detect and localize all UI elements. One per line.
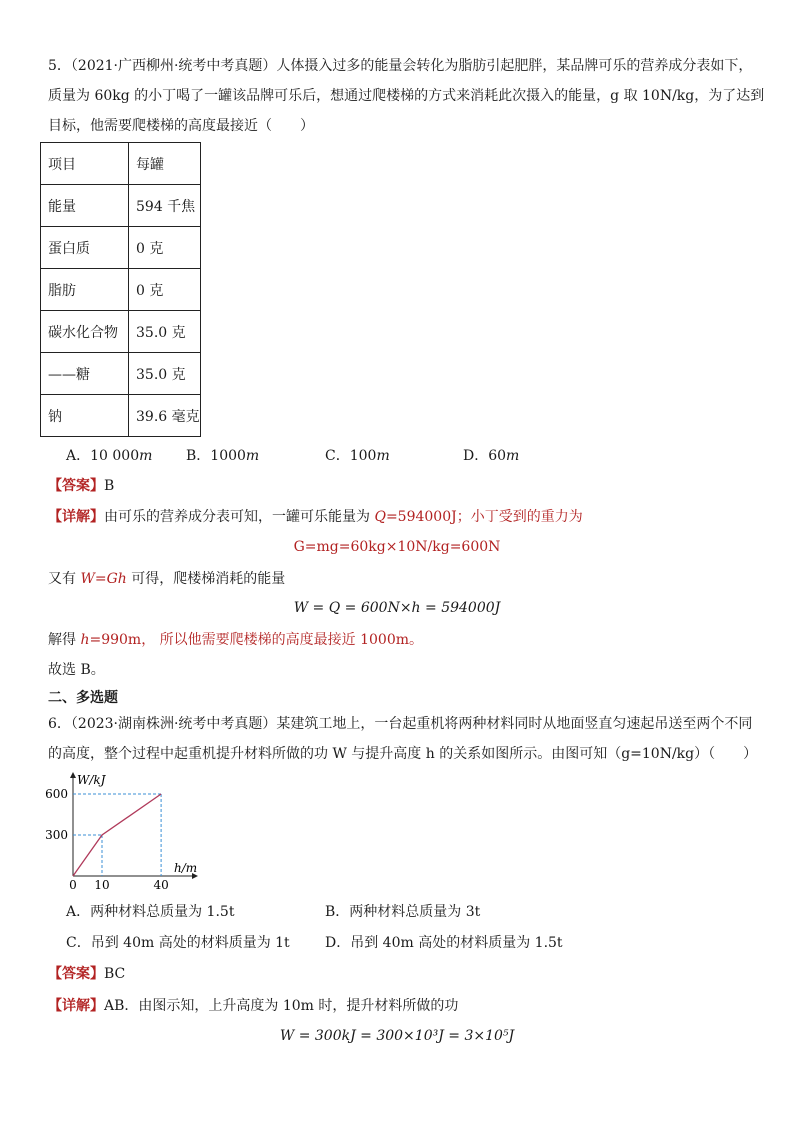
table-row <box>41 143 201 185</box>
y-tick-label: 600 <box>45 787 68 801</box>
q6-stem-line1: 6．（2023·湖南株洲·统考中考真题）某建筑工地上，一台起重机将两种材料同时从地面竖直匀速起吊送至两个不同 <box>48 716 753 732</box>
q5-stem-line1: 5．（2021·广西柳州·统考中考真题）人体摄入过多的能量会转化为脂肪引起肥胖，某品牌可乐的营养成分表如下， <box>48 58 753 74</box>
table-cell: 594 千焦 <box>129 185 201 227</box>
q5-option-b: B．1000m <box>186 448 260 464</box>
table-cell: 0 克 <box>129 269 201 311</box>
table-row <box>41 311 201 353</box>
y-axis-label: W/kJ <box>77 773 106 787</box>
q5-answer <box>48 476 114 496</box>
q6-option-d: D．吊到 40m 高处的材料质量为 1.5t <box>325 935 563 951</box>
q6-option-c: C．吊到 40m 高处的材料质量为 1t <box>66 935 290 951</box>
answer-tag: 【答案】 <box>48 966 104 982</box>
q5-detail-line1: 【详解】由可乐的营养成分表可知，一罐可乐能量为 Q=594000J；小丁受到的重力为 <box>48 509 583 525</box>
q6-option-b: B．两种材料总质量为 3t <box>325 904 481 920</box>
x-tick-label: 10 <box>94 878 110 890</box>
y-axis-arrow <box>70 772 76 778</box>
table-cell: 每罐 <box>129 143 201 185</box>
answer-value: BC <box>104 966 126 982</box>
table-cell: 35.0 克 <box>129 311 201 353</box>
table-row <box>41 353 201 395</box>
q6-detail-line1: 【详解】AB．由图示知，上升高度为 10m 时，提升材料所做的功 <box>48 998 459 1014</box>
work-height-chart <box>40 770 200 890</box>
q5-option-d: D．60m <box>463 448 520 464</box>
x-tick-label: 0 <box>69 878 77 890</box>
series-line <box>73 794 161 876</box>
table-cell: 0 克 <box>129 227 201 269</box>
q5-option-a: A．10 000m <box>66 448 153 464</box>
x-tick-label: 40 <box>153 878 169 890</box>
table-cell: 35.0 克 <box>129 353 201 395</box>
x-axis-label: h/m <box>174 861 198 875</box>
answer-value: B <box>104 478 115 494</box>
table-row <box>41 395 201 437</box>
answer-tag: 【答案】 <box>48 478 104 494</box>
table-row <box>41 227 201 269</box>
table-cell: 项目 <box>41 143 129 185</box>
table-cell: 能量 <box>41 185 129 227</box>
section-heading: 二、多选题 <box>48 690 118 706</box>
detail-tag: 【详解】 <box>48 509 104 525</box>
q5-option-c: C．100m <box>325 448 390 464</box>
q5-detail-line2: 又有 W=Gh 可得，爬楼梯消耗的能量 <box>48 571 286 587</box>
table-cell: 39.6 毫克 <box>129 395 201 437</box>
q5-equation-1: G=mg=60kg×10N/kg=600N <box>293 539 501 555</box>
table-row <box>41 185 201 227</box>
table-cell: 碳水化合物 <box>41 311 129 353</box>
detail-tag: 【详解】 <box>48 998 104 1014</box>
y-tick-label: 300 <box>45 828 68 842</box>
table-cell: 蛋白质 <box>41 227 129 269</box>
table-row <box>41 269 201 311</box>
q6-stem-line2: 的高度，整个过程中起重机提升材料所做的功 W 与提升高度 h 的关系如图所示。由图可知（g=10N/kg）（ ） <box>48 746 758 762</box>
q5-stem-line3: 目标，他需要爬楼梯的高度最接近（ ） <box>48 118 314 134</box>
table-cell: 钠 <box>41 395 129 437</box>
nutrition-table <box>40 142 201 437</box>
q5-detail-line3: 解得 h=990m， 所以他需要爬楼梯的高度最接近 1000m。 <box>48 632 424 648</box>
table-cell: 脂肪 <box>41 269 129 311</box>
q5-stem-line2: 质量为 60kg 的小丁喝了一罐该品牌可乐后，想通过爬楼梯的方式来消耗此次摄入的能量，g 取 10N/kg，为了达到 <box>48 88 765 104</box>
q6-option-a: A．两种材料总质量为 1.5t <box>66 904 235 920</box>
q5-equation-2: W = Q = 600N×h = 594000J <box>293 600 501 616</box>
table-cell: ——糖 <box>41 353 129 395</box>
q6-answer <box>48 964 125 984</box>
q6-equation-1: W = 300kJ = 300×10³J = 3×10⁵J <box>279 1028 515 1044</box>
q5-conclusion: 故选 B。 <box>48 662 105 678</box>
